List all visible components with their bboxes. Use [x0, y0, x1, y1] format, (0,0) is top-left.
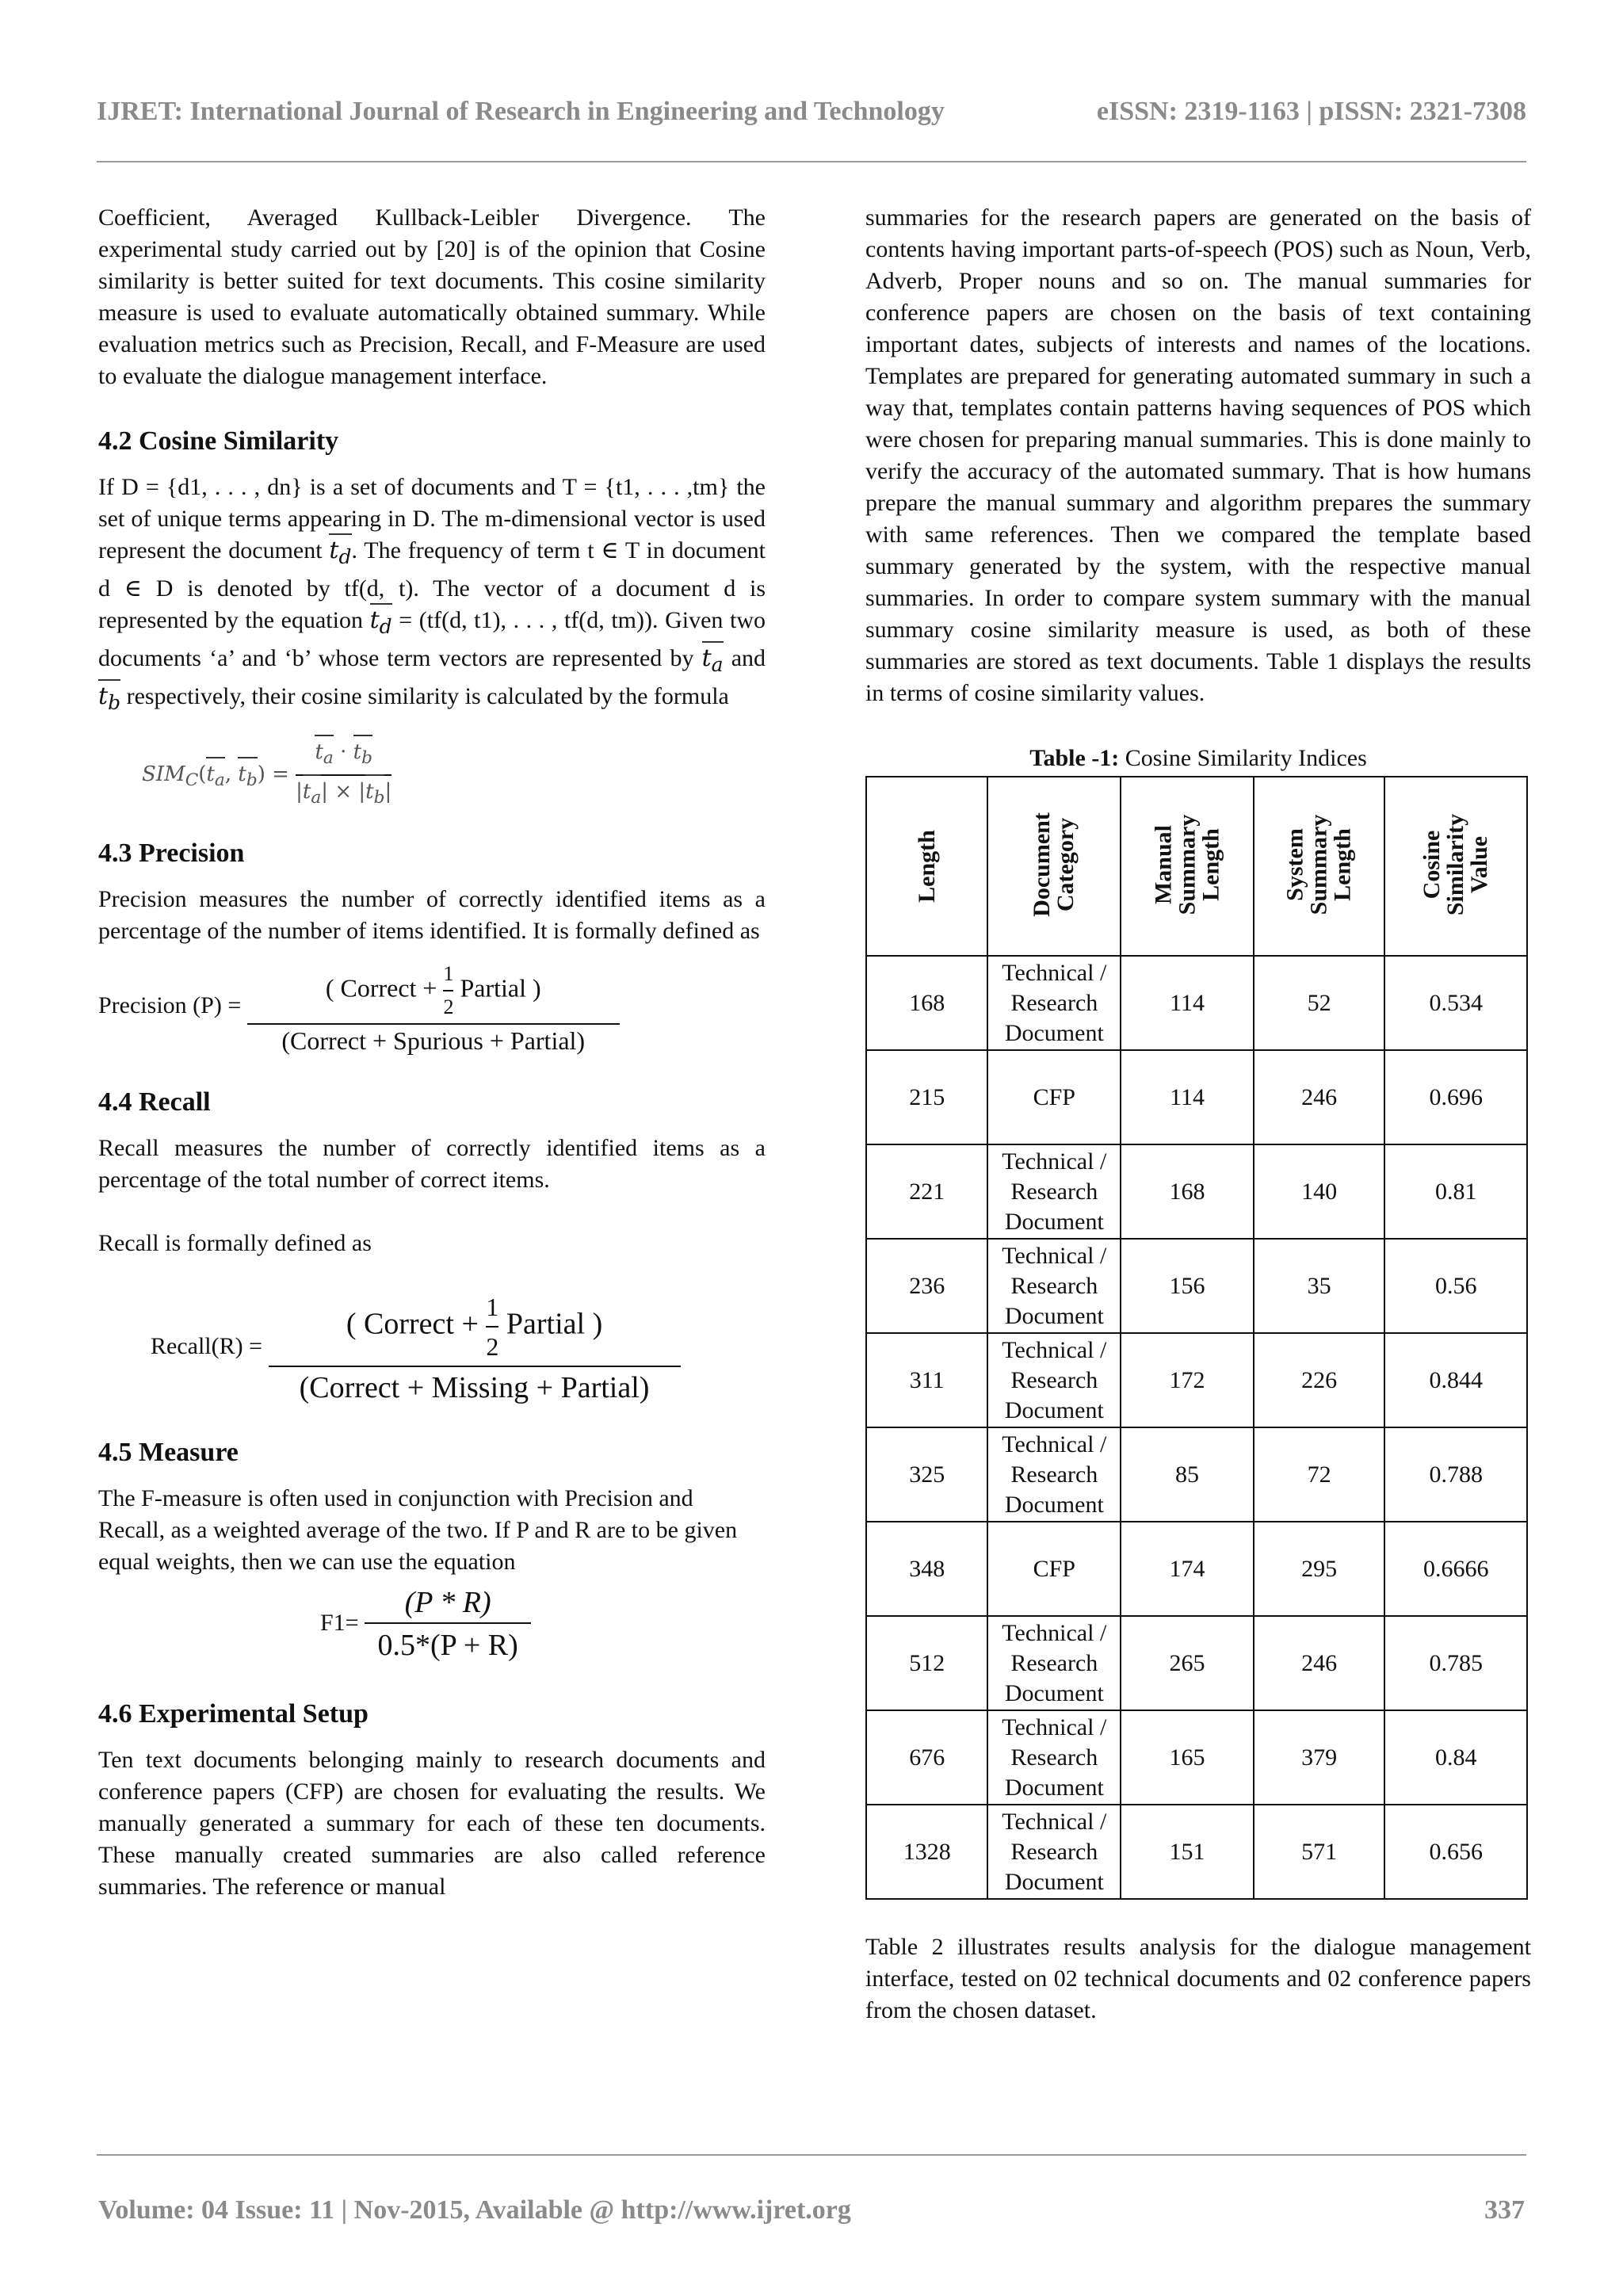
- table-cell: 311: [866, 1333, 987, 1427]
- table-cell: 151: [1121, 1805, 1254, 1899]
- vector-td: $t_d$: [329, 535, 351, 573]
- table-cell: 72: [1254, 1427, 1385, 1522]
- running-header: [97, 97, 1526, 127]
- paragraph: summaries for the research papers are generated on the basis of contents having important parts-of-speech (POS) such as Noun, Verb, Adverb, Proper nouns and so on. The manual summaries for conference papers are chosen on the basis of text containing important dates, subjects of interests and names of the locations. Templates are prepared for generating automated summary in such a way that, templates contain patterns having sequences of POS which were chosen for preparing manual summaries. This is done mainly to verify the accuracy of the automated summary. That is how humans prepare the manual summary and algorithm prepares the summary with same references. Then we compared the template based summary generated by the system, with the respective manual summaries. In order to compare system summary with the manual summary cosine similarity measure is used, as both of these summaries are stored as text documents. Table 1 displays the results in terms of cosine similarity values.: [865, 204, 1531, 706]
- table-cell: Technical / Research Document: [987, 1710, 1121, 1805]
- table-cell: 174: [1121, 1522, 1254, 1616]
- table-cell: Technical / Research Document: [987, 956, 1121, 1050]
- table-cell: Technical / Research Document: [987, 1616, 1121, 1710]
- table-cell: Technical / Research Document: [987, 1239, 1121, 1333]
- table-row: [866, 1144, 1527, 1239]
- table-row: [866, 1522, 1527, 1616]
- left-column: [98, 202, 766, 1903]
- table-cell: 156: [1121, 1239, 1254, 1333]
- table-header-row: [866, 777, 1527, 956]
- paragraph: Precision measures the number of correctly identified items as a percentage of the number of items identified. It is formally defined as: [98, 886, 766, 945]
- table-cell: 571: [1254, 1805, 1385, 1899]
- table-cell: 265: [1121, 1616, 1254, 1710]
- table-cell: CFP: [987, 1522, 1121, 1616]
- recall-formula: Recall(R) = ( Correct + $\frac{1}{2}$ Partial ) (Correct + Missing + Partial): [151, 1288, 766, 1408]
- table-cell: 0.788: [1384, 1427, 1527, 1522]
- journal-title: IJRET: International Journal of Research in Engineering and Technology: [97, 97, 945, 126]
- vector-ta: $t_a$: [702, 643, 724, 681]
- table-row: [866, 1710, 1527, 1805]
- table-cell: Technical / Research Document: [987, 1805, 1121, 1899]
- running-footer: [98, 2195, 1525, 2225]
- table-cell: 140: [1254, 1144, 1385, 1239]
- table-cell: 1328: [866, 1805, 987, 1899]
- vector-tb: $t_b$: [98, 681, 120, 719]
- footer-rule: [97, 2154, 1526, 2156]
- table-cell: 114: [1121, 956, 1254, 1050]
- table-cell: 0.84: [1384, 1710, 1527, 1805]
- heading-experimental-setup: 4.6 Experimental Setup: [98, 1699, 369, 1729]
- table-caption: Table -1: Cosine Similarity Indices: [1029, 745, 1367, 771]
- page-number: 337: [1484, 2195, 1525, 2225]
- paragraph: Table 2 illustrates results analysis for the dialogue management interface, tested on 02 technical documents and 02 conference papers from the chosen dataset.: [865, 1934, 1531, 2023]
- right-column: [865, 202, 1531, 2027]
- table-cell: 0.785: [1384, 1616, 1527, 1710]
- table-cell: 215: [866, 1050, 987, 1144]
- table-row: [866, 1239, 1527, 1333]
- vector-td: $t_d$: [370, 605, 392, 643]
- table-cell: 226: [1254, 1333, 1385, 1427]
- table-cell: 246: [1254, 1050, 1385, 1144]
- table-row: [866, 1333, 1527, 1427]
- paragraph: Recall is formally defined as: [98, 1230, 372, 1257]
- table-cell: 0.81: [1384, 1144, 1527, 1239]
- cosine-formula: $SIM_C(t_a$, $t_b$) = $\frac{t_a \cdot t_b}{|t_a| \times |t_b|}$: [142, 736, 766, 814]
- issn: eISSN: 2319-1163 | pISSN: 2321-7308: [1096, 97, 1526, 126]
- heading-measure: 4.5 Measure: [98, 1438, 239, 1468]
- column-header: Length: [866, 777, 987, 956]
- table-row: [866, 1427, 1527, 1522]
- column-header: System Summary Length: [1254, 777, 1385, 956]
- paragraph: If D = {d1, . . . , dn} is a set of documents and T = {t1, . . . ,tm} the set of unique terms appearing in D. The m-dimensional vector is used represent the document $t_d$. The frequency of term t ∈ T in document d ∈ D is denoted by tf(d, t). The vector of a document d is represented by the equation $t_d = (tf(d$, t1), . . . , tf(d, tm)). Given two documents ‘a’ and ‘b’ whose term vectors are represented by $t_a$ and $t_b$ respectively, their cosine similarity is calculated by the formula: [98, 472, 766, 719]
- column-header: Document Category: [987, 777, 1121, 956]
- table-cell: Technical / Research Document: [987, 1144, 1121, 1239]
- table-cell: 85: [1121, 1427, 1254, 1522]
- table-row: [866, 956, 1527, 1050]
- table-cell: 379: [1254, 1710, 1385, 1805]
- table-cell: 512: [866, 1616, 987, 1710]
- precision-formula: Precision (P) = ( Correct + $\frac{1}{2}$ Partial ) (Correct + Spurious + Partial): [98, 958, 766, 1056]
- paragraph: Coefficient, Averaged Kullback-Leibler Divergence. The experimental study carried out by [20] is of the opinion that Cosine similarity is better suited for text documents. This cosine similarity measure is used to evaluate automatically obtained summary. While evaluation metrics such as Precision, Recall, and F-Measure are used to evaluate the dialogue management interface.: [98, 204, 766, 389]
- table-cell: 0.6666: [1384, 1522, 1527, 1616]
- table-cell: 348: [866, 1522, 987, 1616]
- cosine-similarity-table: [865, 776, 1528, 1900]
- table-cell: 172: [1121, 1333, 1254, 1427]
- table-cell: 168: [1121, 1144, 1254, 1239]
- paragraph: Ten text documents belonging mainly to research documents and conference papers (CFP) are chosen for evaluating the results. We manually generated a summary for each of these ten documents. These manually created summaries are also called reference summaries. The reference or manual: [98, 1747, 766, 1901]
- table-row: [866, 1050, 1527, 1144]
- table-cell: 0.844: [1384, 1333, 1527, 1427]
- table-cell: 295: [1254, 1522, 1385, 1616]
- table-cell: 165: [1121, 1710, 1254, 1805]
- table-cell: 35: [1254, 1239, 1385, 1333]
- paragraph: The F-measure is often used in conjunction with Precision and Recall, as a weighted average of the two. If P and R are to be given equal weights, then we can use the equation: [98, 1485, 738, 1576]
- table-cell: 0.56: [1384, 1239, 1527, 1333]
- heading-recall: 4.4 Recall: [98, 1087, 211, 1117]
- f1-formula: F1= $\frac{(P * R)}{0.5*(P + R)}$: [320, 1583, 766, 1667]
- table-cell: 325: [866, 1427, 987, 1522]
- table-cell: 168: [866, 956, 987, 1050]
- volume-info: Volume: 04 Issue: 11 | Nov-2015, Available @ http://www.ijret.org: [98, 2195, 851, 2225]
- paragraph: Recall measures the number of correctly identified items as a percentage of the total number of correct items.: [98, 1135, 766, 1194]
- table-cell: 0.656: [1384, 1805, 1527, 1899]
- table-cell: 114: [1121, 1050, 1254, 1144]
- table-cell: 0.534: [1384, 956, 1527, 1050]
- table-cell: 52: [1254, 956, 1385, 1050]
- table-cell: Technical / Research Document: [987, 1333, 1121, 1427]
- table-cell: 246: [1254, 1616, 1385, 1710]
- table-cell: 236: [866, 1239, 987, 1333]
- table-cell: Technical / Research Document: [987, 1427, 1121, 1522]
- header-rule: [97, 161, 1526, 162]
- table-cell: 0.696: [1384, 1050, 1527, 1144]
- table-row: [866, 1616, 1527, 1710]
- table-cell: 676: [866, 1710, 987, 1805]
- column-header: Manual Summary Length: [1121, 777, 1254, 956]
- heading-precision: 4.3 Precision: [98, 839, 245, 869]
- table-cell: CFP: [987, 1050, 1121, 1144]
- column-header: Cosine Similarity Value: [1384, 777, 1527, 956]
- table-cell: 221: [866, 1144, 987, 1239]
- heading-cosine-similarity: 4.2 Cosine Similarity: [98, 426, 339, 456]
- table-row: [866, 1805, 1527, 1899]
